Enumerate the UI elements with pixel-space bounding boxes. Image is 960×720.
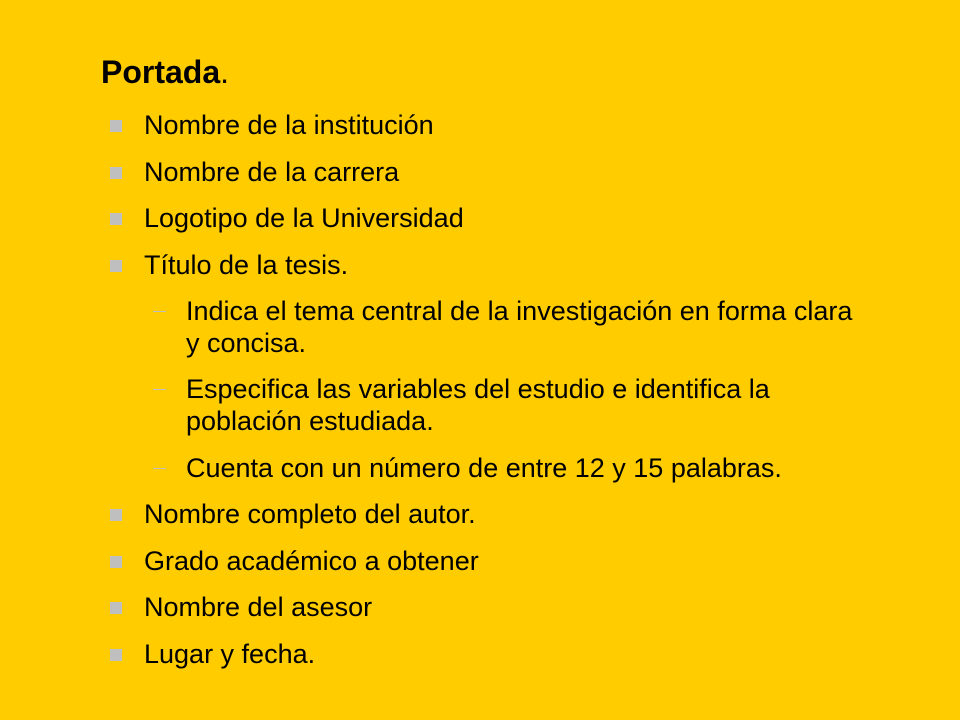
sub-bullet-text: Cuenta con un número de entre 12 y 15 palabras. bbox=[186, 452, 782, 483]
square-bullet-icon bbox=[110, 167, 122, 179]
bullet-text: Nombre de la institución bbox=[144, 110, 434, 140]
bullet-text: Nombre del asesor bbox=[144, 592, 373, 622]
sub-bullet-item bbox=[144, 373, 856, 437]
square-bullet-icon bbox=[110, 213, 122, 225]
bullet-item-logotipo bbox=[108, 202, 928, 234]
bullet-text: Logotipo de la Universidad bbox=[144, 203, 464, 233]
slide-title bbox=[101, 52, 229, 92]
bullet-item-lugar-fecha bbox=[108, 638, 928, 670]
slide-title-text: Portada bbox=[101, 54, 221, 90]
square-bullet-icon bbox=[110, 649, 122, 661]
dash-bullet-icon bbox=[153, 468, 166, 469]
square-bullet-icon bbox=[110, 602, 122, 614]
dash-bullet-icon bbox=[153, 389, 166, 390]
sub-bullet-item bbox=[144, 295, 856, 359]
bullet-text: Nombre de la carrera bbox=[144, 156, 400, 187]
bullet-item-asesor bbox=[108, 591, 928, 623]
bullet-item-carrera bbox=[108, 156, 928, 188]
sub-bullet-list bbox=[144, 295, 928, 484]
bullet-item-titulo bbox=[108, 249, 928, 484]
bullet-text: Grado académico a obtener bbox=[144, 545, 479, 576]
sub-bullet-text: Especifica las variables del estudio e identifica la población estudiada. bbox=[186, 374, 770, 436]
bullet-item-autor bbox=[108, 498, 928, 530]
sub-bullet-text: Indica el tema central de la investigación en forma clara y concisa. bbox=[186, 295, 853, 358]
bullet-list bbox=[108, 109, 928, 684]
square-bullet-icon bbox=[110, 120, 122, 132]
square-bullet-icon bbox=[110, 509, 122, 521]
sub-bullet-item bbox=[144, 452, 856, 484]
bullet-item-grado bbox=[108, 545, 928, 577]
bullet-item-institucion bbox=[108, 109, 928, 141]
bullet-text: Lugar y fecha. bbox=[144, 638, 316, 669]
dash-bullet-icon bbox=[153, 311, 166, 312]
square-bullet-icon bbox=[110, 260, 122, 272]
square-bullet-icon bbox=[110, 556, 122, 568]
bullet-text: Título de la tesis. bbox=[144, 249, 349, 280]
bullet-text: Nombre completo del autor. bbox=[144, 499, 476, 529]
slide-title-period: . bbox=[220, 54, 230, 90]
